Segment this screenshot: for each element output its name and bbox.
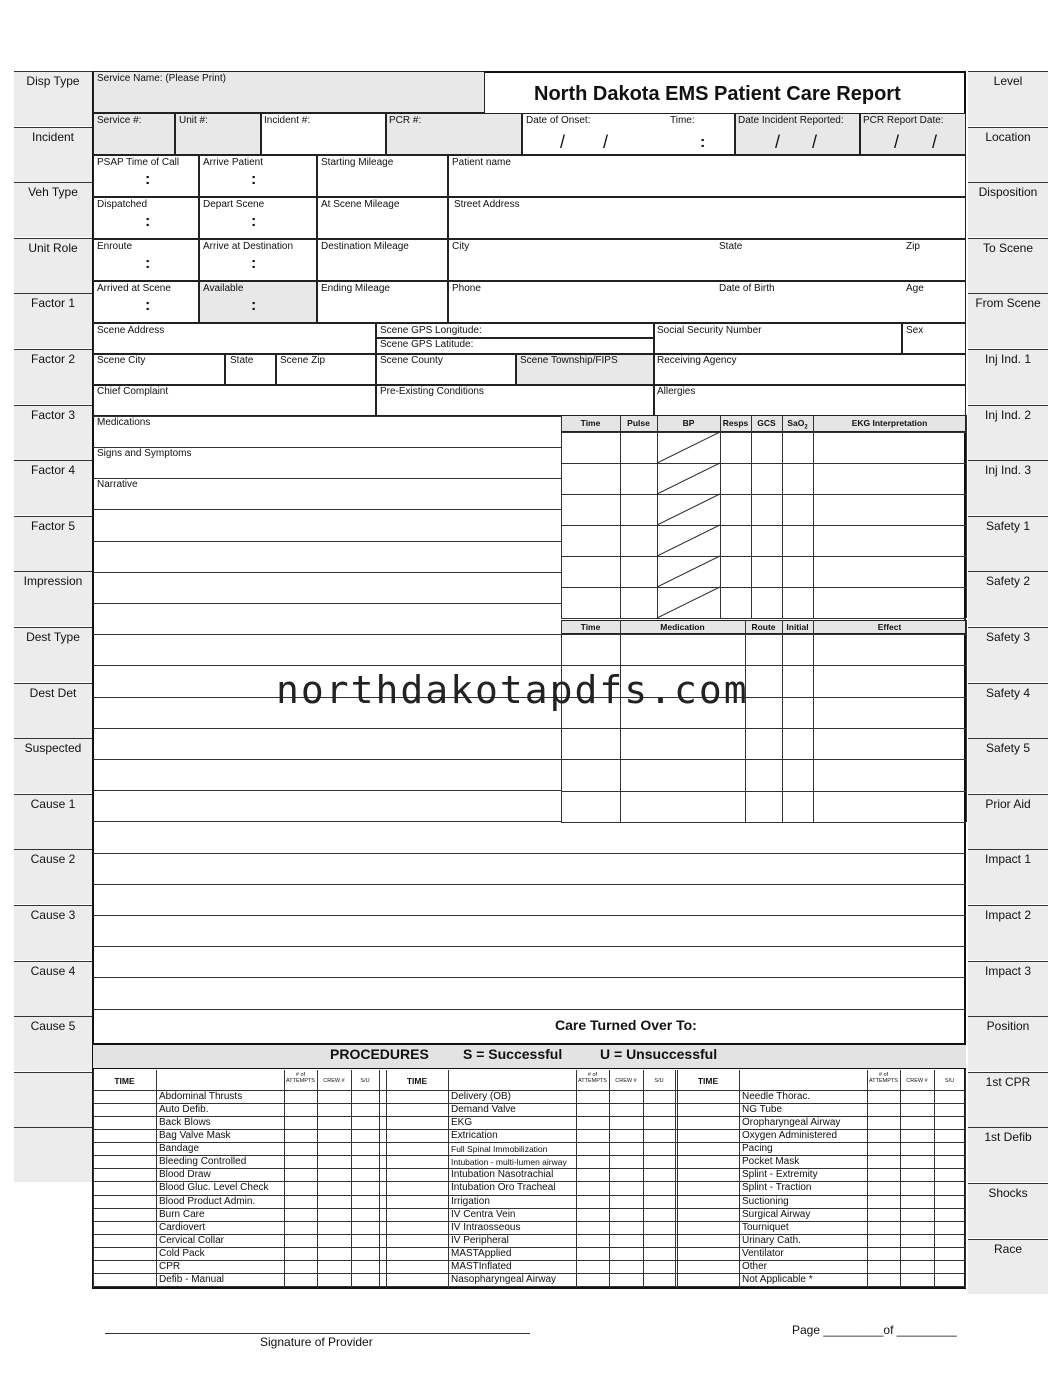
signs-label: Signs and Symptoms [97, 448, 192, 459]
medication-col-line [745, 620, 746, 822]
allergies-label: Allergies [657, 386, 696, 397]
date-slash: / [603, 132, 609, 152]
watermark: northdakotapdfs.com [276, 668, 749, 712]
procedure-name: Burn Care [159, 1208, 205, 1220]
procedure-name: Not Applicable * [742, 1273, 813, 1285]
procedure-name: Surgical Airway [742, 1208, 811, 1220]
medication-header-2: Route [751, 622, 776, 632]
narrative-line [93, 915, 966, 916]
procedure-name: Auto Defib. [159, 1104, 209, 1116]
procedure-name: Oropharyngeal Airway [742, 1117, 841, 1129]
page-number: Page _________of _________ [792, 1323, 957, 1337]
preexisting-label: Pre-Existing Conditions [380, 386, 484, 397]
patient-name-field[interactable] [448, 155, 966, 197]
time-colon: : [251, 297, 257, 314]
bp-diagonals [657, 432, 720, 618]
right-code-field[interactable]: Shocks [968, 1183, 1048, 1238]
pcr-no-label: PCR #: [389, 115, 422, 126]
procedure-name: Full Spinal Immobilization [451, 1144, 548, 1155]
date-reported-label: Date Incident Reported: [738, 115, 844, 126]
procedure-time-header: TIME [114, 1076, 135, 1086]
right-code-field[interactable]: Safety 5 [968, 738, 1048, 793]
procedure-name: Bandage [159, 1143, 200, 1155]
vitals-header-0: Time [580, 418, 601, 428]
right-code-field[interactable]: Level [968, 71, 1048, 126]
procedure-row-line [93, 1142, 966, 1143]
procedure-name: Other [742, 1260, 768, 1272]
phone-label: Phone [452, 283, 481, 294]
form-title: North Dakota EMS Patient Care Report [534, 83, 901, 105]
gps-long-label: Scene GPS Longitude: [380, 325, 482, 336]
medication-col-line [966, 620, 967, 822]
right-code-field[interactable]: Disposition [968, 182, 1048, 237]
right-code-field[interactable]: Position [968, 1016, 1048, 1071]
age-label: Age [906, 283, 924, 294]
date-slash: / [560, 132, 566, 152]
procedure-name: MASTInflated [451, 1260, 512, 1272]
bp-diagonal [657, 463, 720, 494]
allergies-field[interactable] [654, 385, 966, 416]
city-state-zip-field[interactable] [448, 239, 966, 281]
bp-diagonal [657, 556, 720, 587]
procedure-name: Demand Valve [451, 1104, 516, 1116]
narrative-line [93, 416, 561, 417]
psap-label: PSAP Time of Call [97, 157, 180, 168]
right-code-field[interactable]: Inj Ind. 1 [968, 349, 1048, 404]
medication-col-line [813, 620, 814, 822]
left-code-field[interactable]: Cause 1 [14, 794, 92, 849]
procedure-name: MASTApplied [451, 1247, 512, 1259]
city-label: City [452, 241, 470, 252]
left-code-field[interactable]: Incident [14, 127, 92, 182]
right-code-field[interactable]: To Scene [968, 238, 1048, 293]
procedure-name: Blood Product Admin. [159, 1195, 256, 1207]
right-code-field[interactable]: From Scene [968, 293, 1048, 348]
scene-address-label: Scene Address [97, 325, 165, 336]
procedure-row-line [93, 1103, 966, 1104]
gps-lat-label: Scene GPS Latitude: [380, 339, 474, 350]
street-address-field[interactable] [448, 197, 966, 239]
procedure-name: Intubation - multi-lumen airway [451, 1157, 567, 1168]
scene-city-label: Scene City [97, 355, 146, 366]
narrative-line [93, 665, 561, 666]
signature-label: Signature of Provider [260, 1335, 373, 1349]
medications-label: Medications [97, 417, 151, 428]
procedure-name: Pocket Mask [742, 1156, 800, 1168]
chief-complaint-label: Chief Complaint [97, 386, 169, 397]
procedure-name: IV Peripheral [451, 1234, 509, 1246]
dob-label: Date of Birth [719, 283, 775, 294]
procedure-row-line [93, 1168, 966, 1169]
time-colon: : [251, 171, 257, 188]
procedure-name: Suctioning [742, 1195, 789, 1207]
left-code-field[interactable]: Impression [14, 571, 92, 626]
right-code-field[interactable]: Inj Ind. 3 [968, 460, 1048, 515]
time-colon: : [145, 213, 151, 230]
narrative-line [93, 884, 966, 885]
zip-label: Zip [906, 241, 920, 252]
pcr-date-label: PCR Report Date: [863, 115, 944, 126]
right-code-field[interactable]: Safety 4 [968, 683, 1048, 738]
right-code-field[interactable]: Prior Aid [968, 794, 1048, 849]
medication-header-1: Medication [660, 622, 705, 632]
procedure-name: IV Intraosseous [451, 1221, 521, 1233]
phone-dob-age-field[interactable] [448, 281, 966, 323]
medication-col-line [561, 620, 562, 822]
procedure-su-header: S/U [360, 1078, 370, 1084]
narrative-label: Narrative [97, 479, 138, 490]
left-code-field[interactable]: Suspected [14, 738, 92, 793]
procedure-name: Splint - Traction [742, 1182, 812, 1194]
medication-header-0: Time [580, 622, 601, 632]
ending-mileage-label: Ending Mileage [321, 283, 390, 294]
scene-county-label: Scene County [380, 355, 443, 366]
right-code-field[interactable]: Inj Ind. 2 [968, 405, 1048, 460]
procedure-name: Blood Draw [159, 1169, 211, 1181]
narrative-line [93, 946, 966, 947]
procedure-name: Splint - Extremity [742, 1169, 818, 1181]
left-code-field[interactable]: Factor 1 [14, 293, 92, 348]
vitals-row-line [561, 463, 966, 464]
right-code-field[interactable]: Impact 3 [968, 961, 1048, 1016]
procedure-name: Cardiovert [159, 1221, 206, 1233]
procedure-crew-header: CREW # [906, 1078, 928, 1084]
procedure-name: Urinary Cath. [742, 1234, 801, 1246]
narrative-line [93, 977, 966, 978]
narrative-line [93, 634, 561, 635]
time-colon: : [145, 171, 151, 188]
left-code-field[interactable]: Disp Type [14, 71, 92, 126]
procedure-name: Cervical Collar [159, 1234, 225, 1246]
vitals-row-line [561, 556, 966, 557]
procedure-name: Tourniquet [742, 1221, 789, 1233]
left-code-field[interactable]: Cause 3 [14, 905, 92, 960]
medication-row-line [561, 728, 966, 729]
procedure-name: Pacing [742, 1143, 773, 1155]
left-code-field[interactable]: Factor 2 [14, 349, 92, 404]
vitals-row-line [561, 525, 966, 526]
right-code-field[interactable]: Safety 2 [968, 571, 1048, 626]
receiving-agency-label: Receiving Agency [657, 355, 737, 366]
narrative-line [93, 572, 561, 573]
left-code-field[interactable]: Dest Type [14, 627, 92, 682]
narrative-line [93, 1009, 966, 1010]
narrative-line [93, 728, 561, 729]
procedure-name: Oxygen Administered [742, 1130, 838, 1142]
sex-label: Sex [906, 325, 924, 336]
procedure-name: Nasopharyngeal Airway [451, 1273, 557, 1285]
procedure-name: Intubation Oro Tracheal [451, 1182, 556, 1194]
signature-line [105, 1333, 530, 1334]
narrative-line [93, 853, 966, 854]
state-label: State [719, 241, 743, 252]
dest-mileage-label: Destination Mileage [321, 241, 409, 252]
procedure-name: Abdominal Thrusts [159, 1091, 243, 1102]
medication-col-line [782, 620, 783, 822]
medication-row-line [561, 822, 966, 823]
time-colon: : [700, 134, 706, 151]
procedure-row-line [93, 1234, 966, 1235]
narrative-line [93, 478, 561, 479]
street-address-label: Street Address [454, 199, 520, 210]
bp-diagonal [657, 525, 720, 556]
procedure-row-line [93, 1208, 966, 1209]
vitals-row-line [561, 618, 966, 619]
date-slash: / [932, 132, 938, 152]
successful-legend: S = Successful [463, 1046, 563, 1062]
service-name-label: Service Name: (Please Print) [97, 73, 226, 84]
procedure-name: Intubation Nasotrachial [451, 1169, 554, 1181]
procedure-row-line [93, 1221, 966, 1222]
dispatched-label: Dispatched [97, 199, 148, 210]
date-slash: / [812, 132, 818, 152]
bp-diagonal [657, 432, 720, 463]
medication-row-line [561, 791, 966, 792]
vitals-row-line [561, 432, 966, 433]
right-code-field[interactable]: Impact 2 [968, 905, 1048, 960]
procedure-name: Delivery (OB) [451, 1091, 512, 1102]
procedure-row-line [93, 1129, 966, 1130]
unsuccessful-legend: U = Unsuccessful [600, 1046, 718, 1062]
medication-row-line [561, 665, 966, 666]
vitals-header-6: EKG Interpretation [851, 418, 928, 428]
procedure-attempts-header: # of ATTEMPTS [869, 1072, 898, 1084]
procedure-name: Ventilator [742, 1247, 784, 1259]
procedure-name: IV Centra Vein [451, 1208, 516, 1220]
depart-scene-label: Depart Scene [203, 199, 265, 210]
procedure-crew-header: CREW # [615, 1078, 637, 1084]
vitals-header-4: GCS [757, 418, 776, 428]
vitals-header-2: BP [682, 418, 695, 428]
care-turned-over-label: Care Turned Over To: [555, 1017, 697, 1033]
right-code-field[interactable]: Location [968, 127, 1048, 182]
procedure-name: CPR [159, 1260, 181, 1272]
procedure-name: Defib - Manual [159, 1273, 225, 1285]
left-code-field[interactable] [14, 1072, 92, 1127]
left-code-field[interactable]: Factor 3 [14, 405, 92, 460]
time-colon: : [145, 255, 151, 272]
left-code-field[interactable]: Cause 2 [14, 849, 92, 904]
procedure-name: Bag Valve Mask [159, 1130, 231, 1142]
medication-row-line [561, 634, 966, 635]
procedure-row-line [93, 1181, 966, 1182]
procedure-name: Back Blows [159, 1117, 211, 1129]
time-colon: : [251, 255, 257, 272]
at-scene-mileage-label: At Scene Mileage [321, 199, 400, 210]
procedure-time-header: TIME [406, 1076, 428, 1086]
procedure-attempts-header: # of ATTEMPTS [578, 1072, 607, 1084]
right-code-field[interactable]: Impact 1 [968, 849, 1048, 904]
bp-diagonal [657, 494, 720, 525]
procedure-su-header: S/U [654, 1078, 664, 1084]
narrative-line [93, 541, 561, 542]
unit-no-label: Unit #: [179, 115, 208, 126]
left-code-field[interactable]: Factor 5 [14, 516, 92, 571]
bp-diagonal [657, 587, 720, 618]
medication-header-4: Effect [877, 622, 902, 632]
vitals-row-line [561, 587, 966, 588]
left-code-field[interactable]: Cause 5 [14, 1016, 92, 1071]
ssn-label: Social Security Number [657, 325, 762, 336]
procedure-su-header: S/U [944, 1078, 955, 1084]
scene-state-label: State [230, 355, 254, 366]
vitals-row-line [561, 494, 966, 495]
procedure-name: Blood Gluc. Level Check [159, 1182, 269, 1194]
vitals-header-3: Resps [722, 418, 749, 428]
vitals-header-1: Pulse [627, 418, 650, 428]
right-code-field[interactable]: 1st Defib [968, 1127, 1048, 1182]
left-code-field[interactable]: Dest Det [14, 683, 92, 738]
available-label: Available [203, 283, 244, 294]
arrived-scene-label: Arrived at Scene [97, 283, 171, 294]
procedure-attempts-header: # of ATTEMPTS [286, 1072, 315, 1084]
procedure-row-line [93, 1116, 966, 1117]
left-code-field[interactable]: Unit Role [14, 238, 92, 293]
procedure-name: Extrication [451, 1130, 498, 1142]
time-colon: : [145, 297, 151, 314]
time-label: Time: [670, 115, 695, 126]
procedure-time-header: TIME [697, 1076, 719, 1086]
left-code-field[interactable]: Veh Type [14, 182, 92, 237]
vitals-col-line [966, 415, 967, 618]
service-no-label: Service #: [97, 115, 142, 126]
right-code-field[interactable]: Race [968, 1239, 1048, 1294]
time-colon: : [251, 213, 257, 230]
left-code-field[interactable]: Cause 4 [14, 961, 92, 1016]
date-onset-label: Date of Onset: [526, 115, 591, 126]
procedure-row-line [93, 1286, 966, 1287]
medication-row-line [561, 759, 966, 760]
township-label: Scene Township/FIPS [520, 355, 618, 366]
procedure-row-line [93, 1195, 966, 1196]
procedure-row-line [93, 1260, 966, 1261]
procedure-name: Bleeding Controlled [159, 1156, 247, 1168]
enroute-label: Enroute [97, 241, 133, 252]
procedure-name: Irrigation [451, 1195, 490, 1207]
incident-no-label: Incident #: [264, 115, 311, 126]
procedure-row-line [93, 1090, 966, 1091]
patient-name-label: Patient name [452, 157, 511, 168]
procedure-crew-header: CREW # [323, 1078, 345, 1084]
medication-header-3: Initial [786, 622, 809, 632]
narrative-line [93, 603, 561, 604]
left-code-field[interactable]: Factor 4 [14, 460, 92, 515]
right-code-field[interactable]: Safety 1 [968, 516, 1048, 571]
right-code-field[interactable]: Safety 3 [968, 627, 1048, 682]
vitals-header-5: SaO$_2$ [787, 418, 808, 431]
medication-col-line [620, 620, 621, 822]
procedure-name: NG Tube [742, 1104, 783, 1116]
narrative-line [93, 509, 561, 510]
procedure-row-line [93, 1247, 966, 1248]
procedure-name: EKG [451, 1117, 473, 1129]
date-slash: / [894, 132, 900, 152]
narrative-line [93, 790, 561, 791]
procedure-name: Needle Thorac. [742, 1091, 811, 1102]
narrative-line [93, 821, 561, 822]
procedures-title: PROCEDURES [330, 1046, 429, 1062]
arrive-dest-label: Arrive at Destination [203, 241, 294, 252]
starting-mileage-label: Starting Mileage [321, 157, 394, 168]
right-code-field[interactable]: 1st CPR [968, 1072, 1048, 1127]
procedure-name: Cold Pack [159, 1247, 205, 1259]
date-slash: / [775, 132, 781, 152]
scene-zip-label: Scene Zip [280, 355, 326, 366]
left-code-field[interactable] [14, 1127, 92, 1182]
procedure-row-line [93, 1155, 966, 1156]
procedure-row-line [93, 1273, 966, 1274]
narrative-line [93, 759, 561, 760]
arrive-patient-label: Arrive Patient [203, 157, 264, 168]
